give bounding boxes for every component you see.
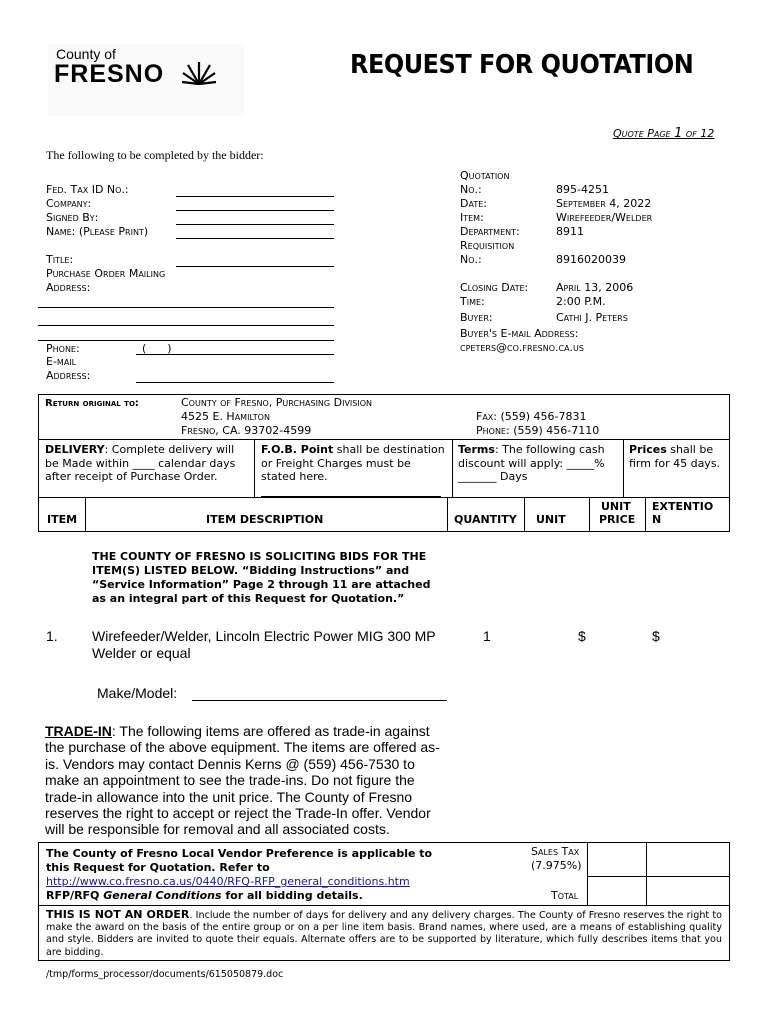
address-line-2[interactable]	[38, 325, 334, 326]
line-item-number: 1.	[46, 628, 58, 644]
company-label: Company:	[46, 197, 92, 210]
column-header-row	[38, 498, 730, 532]
date-label: Date:	[460, 197, 487, 210]
requisition-value: 8916020039	[556, 253, 626, 266]
quotation-no-value: 895-4251	[556, 183, 609, 196]
fed-tax-label: Fed. Tax ID No.:	[46, 183, 129, 196]
line-item-description: Wirefeeder/Welder, Lincoln Electric Power MIG 300 MP Welder or equal	[92, 628, 436, 661]
signed-by-line[interactable]	[176, 224, 334, 225]
buyer-email-label: Buyer's E-mail Address:	[460, 327, 579, 340]
phone-label: Phone:	[46, 342, 80, 355]
company-line[interactable]	[176, 210, 334, 211]
sales-tax-label: Sales Tax	[531, 845, 580, 858]
make-model-line[interactable]	[192, 700, 447, 701]
delivery-terms: DELIVERY: Complete delivery will be Made within ____ calendar days after receipt of Purchase Order.	[45, 443, 236, 483]
trade-in-paragraph: TRADE-IN: The following items are offered as trade-in against the purchase of the above equipment. The items are offered as- is. Vendors may contact Dennis Kerns @ (559) 456-7530 to make an appointment to see the trade-ins. Do not figure the trade-in allowance into the unit price. The County of Fresno reserves the right to accept or reject the Trade-In offer. Vendor will be responsible for removal and all associated costs.	[45, 723, 440, 838]
buyer-email[interactable]: cpeters@co.fresno.ca.us	[460, 341, 584, 354]
logo-fresno: FRESNO	[54, 60, 165, 88]
col-unit-price-2: PRICE	[599, 513, 636, 526]
email-label: E-mail	[46, 355, 77, 368]
sales-tax-amount-cell[interactable]	[651, 849, 725, 871]
quotation-no-label: No.:	[460, 183, 482, 196]
col-extension-1: EXTENTIO	[652, 500, 714, 513]
sales-tax-rate: (7.975%)	[531, 859, 582, 872]
line-item-extension: $	[652, 628, 660, 644]
quote-page: Quote Page 1 of 12	[613, 126, 715, 141]
quotation-label: Quotation	[460, 169, 510, 182]
name-label: Name: (Please Print)	[46, 225, 149, 238]
col-description: ITEM DESCRIPTION	[206, 513, 324, 526]
total-amount-cell[interactable]	[651, 881, 725, 901]
logo-county-of: County of	[56, 46, 116, 62]
department-value: 8911	[556, 225, 584, 238]
col-unit-price-1: UNIT	[601, 500, 631, 513]
return-box	[38, 394, 730, 440]
col-quantity: QUANTITY	[454, 513, 517, 526]
item-label: Item:	[460, 211, 484, 224]
fob-terms: F.O.B. Point shall be destination or Freight Charges must be stated here.	[261, 443, 445, 483]
closing-date-value: April 13, 2006	[556, 281, 634, 294]
return-line3: Fresno, CA. 93702-4599	[181, 424, 312, 437]
bidder-intro: The following to be completed by the bidder:	[46, 148, 264, 162]
county-logo	[48, 44, 244, 116]
rfp-conditions: RFP/RFQ General Conditions for all bidding details.	[46, 889, 363, 902]
item-value: Wirefeeder/Welder	[556, 211, 653, 224]
phone-parens: ( )	[142, 342, 172, 355]
fed-tax-line[interactable]	[176, 196, 334, 197]
department-label: Department:	[460, 225, 520, 238]
name-line[interactable]	[176, 238, 334, 239]
buyer-label: Buyer:	[460, 311, 493, 324]
return-phone: Phone: (559) 456-7110	[476, 424, 600, 437]
make-model-label: Make/Model:	[97, 685, 178, 701]
time-label: Time:	[460, 295, 485, 308]
date-value: September 4, 2022	[556, 197, 652, 210]
col-unit: UNIT	[536, 513, 566, 526]
soliciting-notice: THE COUNTY OF FRESNO IS SOLICITING BIDS FOR THE ITEM(S) LISTED BELOW. “Bidding Instructions” and “Service Information” Page 2 through 11 are attached as an integral part of this Request for Quotation.”	[92, 550, 431, 605]
sunburst-icon	[182, 60, 216, 86]
line-item-qty: 1	[483, 628, 491, 644]
page-title: REQUEST FOR QUOTATION	[350, 50, 694, 80]
signed-by-label: Signed By:	[46, 211, 99, 224]
phone-line[interactable]	[136, 354, 334, 355]
footer-document-path: /tmp/forms_processor/documents/615050879.doc	[46, 969, 284, 980]
general-conditions-link[interactable]: http://www.co.fresno.ca.us/0440/RFQ-RFP_general_conditions.htm	[46, 875, 410, 888]
po-mailing-label: Purchase Order Mailing	[46, 267, 166, 280]
vendor-preference-box	[38, 842, 730, 906]
vendor-pref-text: The County of Fresno Local Vendor Preference is applicable to this Request for Quotation. Refer to	[46, 847, 433, 874]
terms-row	[38, 440, 730, 498]
return-line1: County of Fresno, Purchasing Division	[181, 396, 372, 409]
title-line[interactable]	[176, 266, 334, 267]
title-label: Title:	[46, 253, 74, 266]
address-line-1[interactable]	[38, 307, 334, 308]
return-fax: Fax: (559) 456-7831	[476, 410, 587, 423]
email-address-label: Address:	[46, 369, 91, 382]
line-item-unit-price: $	[578, 628, 586, 644]
not-an-order-notice: THIS IS NOT AN ORDER. Include the number of days for delivery and any delivery charges. The County of Fresno reserves the right to make the award on the basis of the entire group or on a per line item basis. Brand names, where used, are a means of establishing quality and style. Bidders are invited to quote their equals. Alternate offers are to be supported by literature, which fully describes items that you are bidding.	[38, 905, 730, 961]
address-line-3[interactable]	[38, 340, 334, 341]
prices-terms: Prices shall be firm for 45 days.	[629, 443, 721, 470]
buyer-value: Cathi J. Peters	[556, 311, 628, 324]
return-line2: 4525 E. Hamilton	[181, 410, 270, 423]
address-label: Address:	[46, 281, 91, 294]
time-value: 2:00 P.M.	[556, 295, 606, 308]
sales-tax-unit-cell[interactable]	[595, 849, 639, 871]
requisition-label: Requisition	[460, 239, 515, 252]
cash-terms: Terms: The following cash discount will apply: _____% _______ Days	[458, 443, 605, 483]
total-label: Total	[551, 889, 579, 902]
requisition-no-label: No.:	[460, 253, 482, 266]
return-label: Return original to:	[45, 398, 139, 409]
col-extension-2: N	[652, 513, 662, 526]
col-item: ITEM	[47, 513, 78, 526]
closing-date-label: Closing Date:	[460, 281, 529, 294]
email-line[interactable]	[136, 382, 334, 383]
